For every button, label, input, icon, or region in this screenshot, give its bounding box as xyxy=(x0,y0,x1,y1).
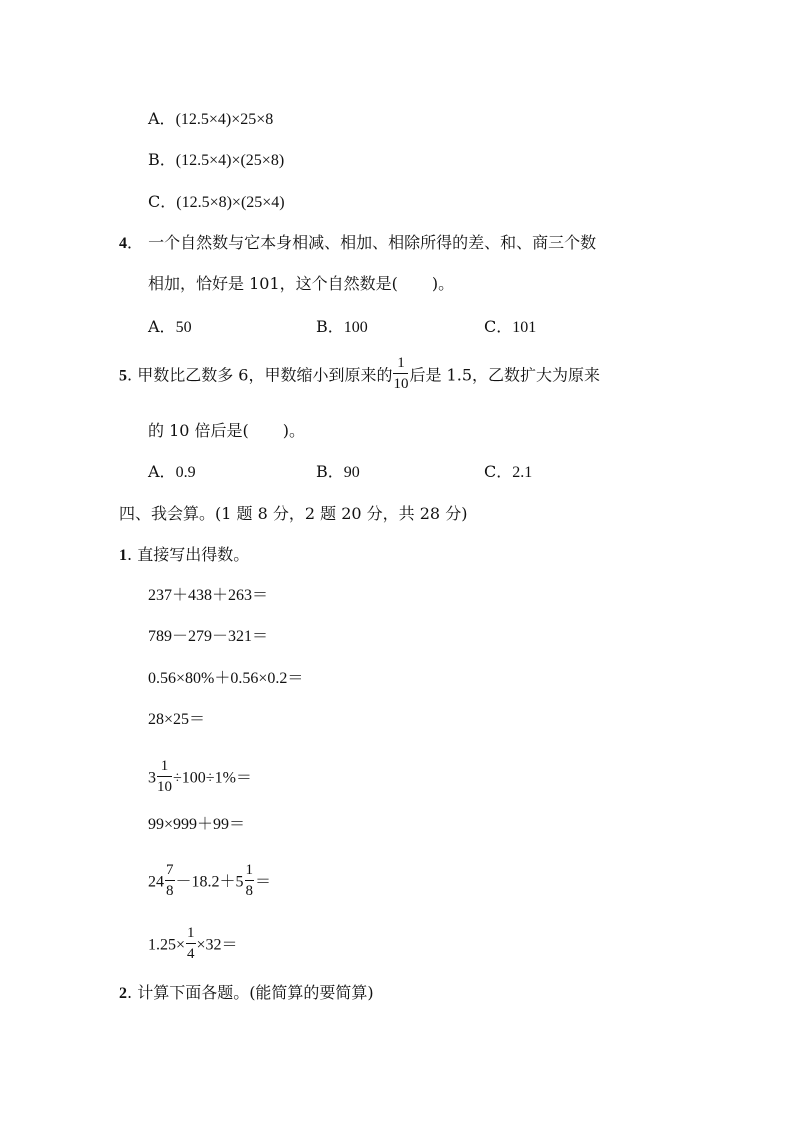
expression-2: 789－279－321＝ xyxy=(148,628,269,645)
option-letter: B． xyxy=(316,317,344,336)
expression-5 xyxy=(148,758,252,797)
q3-option-c xyxy=(148,191,285,214)
question-dot: . xyxy=(127,983,133,1002)
q5-option-c xyxy=(484,461,532,484)
question-text: 甲数比乙数多 6，甲数缩小到原来的 xyxy=(137,365,393,385)
mixed-whole: 24 xyxy=(148,873,164,891)
problem2-title xyxy=(119,982,374,1005)
question-dot: . xyxy=(127,545,133,564)
expression-text: ×32＝ xyxy=(196,936,238,954)
option-letter: B． xyxy=(316,462,344,481)
question-text: )。 xyxy=(282,421,306,440)
q5-option-b xyxy=(316,461,360,484)
question-dot: ． xyxy=(127,233,144,252)
option-letter: A． xyxy=(148,109,176,128)
option-text: 100 xyxy=(343,319,368,336)
fraction-denominator: 4 xyxy=(187,946,195,962)
q4-line2 xyxy=(148,273,454,295)
expression-7 xyxy=(148,862,272,901)
expression-text: －18.2＋5 xyxy=(175,873,244,891)
q5-line2 xyxy=(148,420,305,442)
mixed-whole: 3 xyxy=(148,769,156,787)
fraction-numerator: 7 xyxy=(165,863,175,881)
question-text: 相加，恰好是 101，这个自然数是( xyxy=(148,274,398,293)
question-number: 4 xyxy=(119,235,127,252)
fraction xyxy=(165,863,175,899)
option-letter: C． xyxy=(484,317,513,336)
expression-8 xyxy=(148,925,238,964)
question-text: )。 xyxy=(431,274,455,293)
option-text: 90 xyxy=(343,464,360,481)
question-text: 直接写出得数。 xyxy=(137,545,250,564)
q5-options xyxy=(0,461,794,483)
fraction-numerator: 1 xyxy=(157,759,172,777)
q4-option-a xyxy=(148,316,192,339)
option-text: (12.5×4)×(25×8) xyxy=(175,152,285,169)
question-text: 的 10 倍后是( xyxy=(148,421,249,440)
question-dot: . xyxy=(127,365,133,385)
expression-3: 0.56×80%＋0.56×0.2＝ xyxy=(148,670,304,687)
expression-4: 28×25＝ xyxy=(148,711,206,728)
fraction-numerator: 1 xyxy=(393,356,408,374)
question-text: 一个自然数与它本身相减、相加、相除所得的差、和、商三个数 xyxy=(148,233,597,252)
fraction-numerator: 1 xyxy=(186,926,196,944)
q4-options xyxy=(0,316,794,338)
option-text: 0.9 xyxy=(175,464,196,481)
option-text: 101 xyxy=(512,319,537,336)
fraction-denominator: 10 xyxy=(157,779,172,795)
fraction xyxy=(157,759,172,795)
option-text: (12.5×8)×(25×4) xyxy=(176,194,285,211)
question-text: 计算下面各题。(能简算的要简算) xyxy=(137,983,374,1002)
fraction xyxy=(245,863,255,899)
q5-option-a xyxy=(148,461,196,484)
q5-line1 xyxy=(119,355,601,394)
question-number: 5 xyxy=(119,367,127,385)
expression-text: ＝ xyxy=(255,873,272,891)
expression-1: 237＋438＋263＝ xyxy=(148,587,269,604)
fraction-numerator: 1 xyxy=(245,863,255,881)
option-text: (12.5×4)×25×8 xyxy=(175,111,274,128)
fraction xyxy=(393,356,408,392)
expression-text: 1.25× xyxy=(148,936,186,954)
section-heading: 四、我会算。(1 题 8 分，2 题 20 分，共 28 分) xyxy=(119,504,468,523)
fraction-denominator: 10 xyxy=(393,376,409,392)
question-number: 2 xyxy=(119,985,127,1002)
fraction-denominator: 8 xyxy=(166,883,174,899)
problem1-title xyxy=(119,544,249,567)
q3-option-a xyxy=(148,108,273,131)
question-text: 后是 1.5，乙数扩大为原来 xyxy=(409,365,601,385)
option-text: 50 xyxy=(175,319,192,336)
option-text: 2.1 xyxy=(512,464,533,481)
option-letter: A． xyxy=(148,317,176,336)
q3-option-b xyxy=(148,149,284,172)
question-number: 1 xyxy=(119,547,127,564)
option-letter: A． xyxy=(148,462,176,481)
q4-option-b xyxy=(316,316,368,339)
option-letter: B． xyxy=(148,150,176,169)
q4-option-c xyxy=(484,316,536,339)
expression-6: 99×999＋99＝ xyxy=(148,816,246,833)
expression-text: ÷100÷1%＝ xyxy=(173,769,252,787)
option-letter: C． xyxy=(484,462,513,481)
q4-line1 xyxy=(119,232,596,255)
option-letter: C． xyxy=(148,192,177,211)
fraction-denominator: 8 xyxy=(245,883,254,899)
fraction xyxy=(186,926,196,962)
